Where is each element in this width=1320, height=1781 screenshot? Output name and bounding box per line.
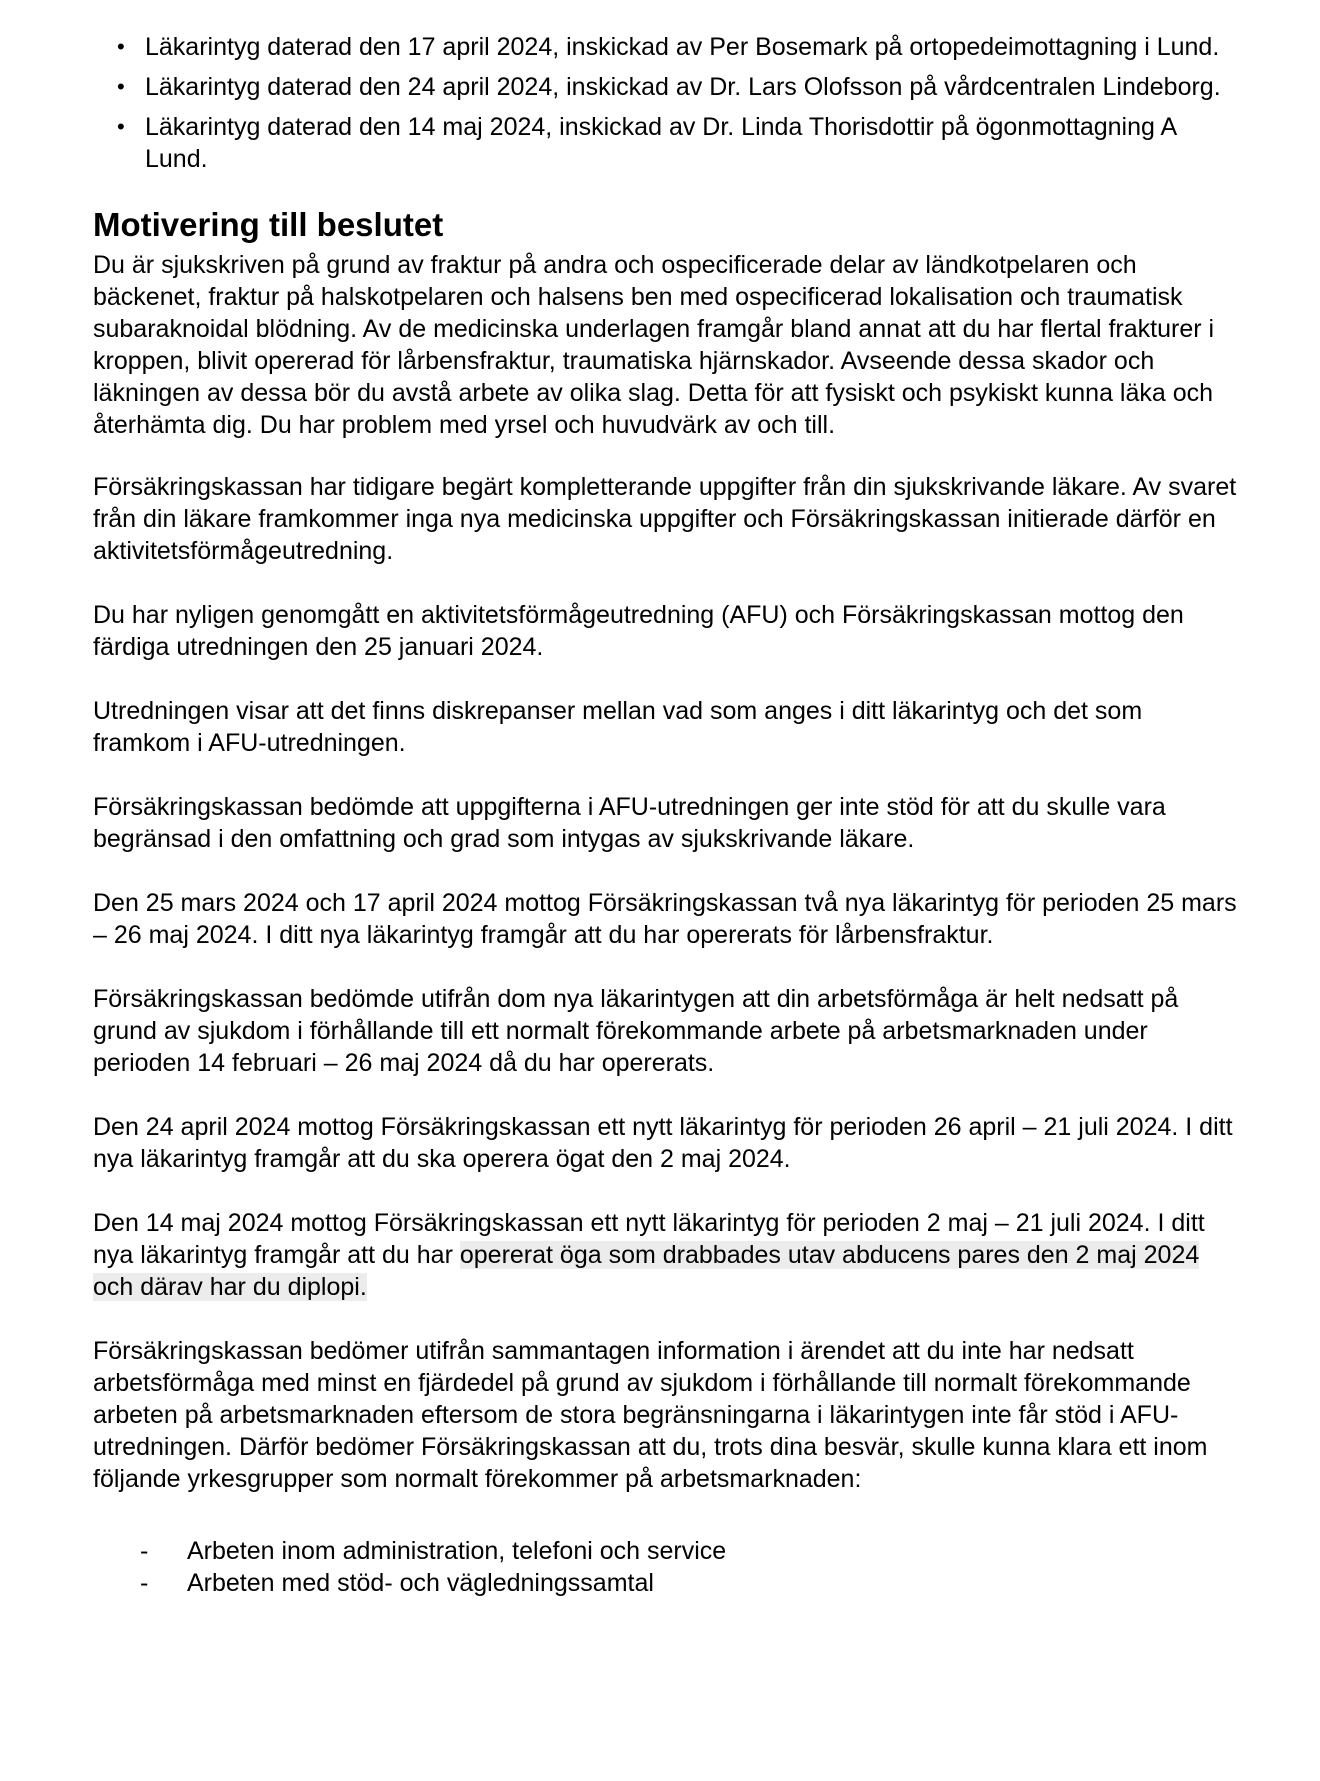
paragraph: Du har nyligen genomgått en aktivitetsförmågeutredning (AFU) och Försäkringskassan mottog den färdiga utredningen den 25 januari 2024. <box>93 601 1184 661</box>
list-item <box>93 31 1243 63</box>
dash-marker: - <box>140 1569 149 1597</box>
intyg-list <box>93 31 1243 175</box>
list-item <box>93 1535 1243 1567</box>
dash-marker: - <box>140 1537 149 1565</box>
paragraph-text: Den 14 maj 2024 mottog Försäkringskassan ett nytt läkarintyg för perioden 2 maj – 21 juli 2024. I ditt nya läkarintyg framgår att du har <box>93 1209 1205 1269</box>
highlighted-text: opererat öga som drabbades utav abducens pares den 2 maj 2024 och därav har du diplopi. <box>93 1241 1200 1301</box>
paragraph: Försäkringskassan bedömde att uppgifterna i AFU-utredningen ger inte stöd för att du skulle vara begränsad i den omfattning och grad som intygas av sjukskrivande läkare. <box>93 793 1166 853</box>
list-item <box>93 71 1243 103</box>
list-item <box>93 1567 1243 1599</box>
list-item-text: Läkarintyg daterad den 14 maj 2024, inskickad av Dr. Linda Thorisdottir på ögonmottagning A Lund. <box>145 113 1176 173</box>
document-page <box>93 31 1243 1599</box>
bullet-marker: • <box>117 34 125 59</box>
conclusion-paragraph: Försäkringskassan bedömer utifrån sammantagen information i ärendet att du inte har nedsatt arbetsförmåga med minst en fjärdedel på grund av sjukdom i förhållande till normalt förekommande arbeten på arbetsmarknaden eftersom de stora begränsningarna i läkarintygen inte får stöd i AFU-utredningen. Därför bedömer Försäkringskassan att du, trots dina besvär, skulle kunna klara ett inom följande yrkesgrupper som normalt förekommer på arbetsmarknaden: <box>93 1337 1208 1493</box>
paragraph: Utredningen visar att det finns diskrepanser mellan vad som anges i ditt läkarintyg och det som framkom i AFU-utredningen. <box>93 697 1143 757</box>
paragraph: Den 25 mars 2024 och 17 april 2024 mottog Försäkringskassan två nya läkarintyg för perioden 25 mars – 26 maj 2024. I ditt nya läkarintyg framgår att du har opererats för lårbensfraktur. <box>93 889 1237 949</box>
paragraph-highlighted <box>93 1207 1243 1303</box>
paragraph: Du är sjukskriven på grund av fraktur på andra och ospecificerade delar av ländkotpelaren och bäckenet, fraktur på halskotpelaren och halsens ben med ospecificerad lokalisation och traumatisk subaraknoidal blödning. Av de medicinska underlagen framgår bland annat att du har flertal frakturer i kroppen, blivit opererad för lårbensfraktur, traumatiska hjärnskador. Avseende dessa skador och läkningen av dessa bör du avstå arbete av olika slag. Detta för att fysiskt och psykiskt kunna läka och återhämta dig. Du har problem med yrsel och huvudvärk av och till. <box>93 251 1215 439</box>
paragraph: Försäkringskassan har tidigare begärt kompletterande uppgifter från din sjukskrivande läkare. Av svaret från din läkare framkommer inga nya medicinska uppgifter och Försäkringskassan initierade därför en aktivitetsförmågeutredning. <box>93 473 1237 565</box>
list-item-text: Arbeten inom administration, telefoni och service <box>187 1537 727 1565</box>
list-item-text: Läkarintyg daterad den 24 april 2024, inskickad av Dr. Lars Olofsson på vårdcentralen Lindeborg. <box>145 73 1221 101</box>
section-heading: Motivering till beslutet <box>93 206 444 243</box>
paragraph: Försäkringskassan bedömde utifrån dom nya läkarintygen att din arbetsförmåga är helt nedsatt på grund av sjukdom i förhållande till ett normalt förekommande arbete på arbetsmarknaden under perioden 14 februari – 26 maj 2024 då du har opererats. <box>93 985 1179 1077</box>
list-item-text: Arbeten med stöd- och vägledningssamtal <box>187 1569 654 1597</box>
bullet-marker: • <box>117 74 125 99</box>
paragraph: Den 24 april 2024 mottog Försäkringskassan ett nytt läkarintyg för perioden 26 april – 21 juli 2024. I ditt nya läkarintyg framgår att du ska operera ögat den 2 maj 2024. <box>93 1113 1233 1173</box>
yrkesgrupper-list <box>93 1535 1243 1599</box>
bullet-marker: • <box>117 114 125 139</box>
list-item-text: Läkarintyg daterad den 17 april 2024, inskickad av Per Bosemark på ortopedeimottagning i Lund. <box>145 33 1220 61</box>
list-item <box>93 111 1243 175</box>
